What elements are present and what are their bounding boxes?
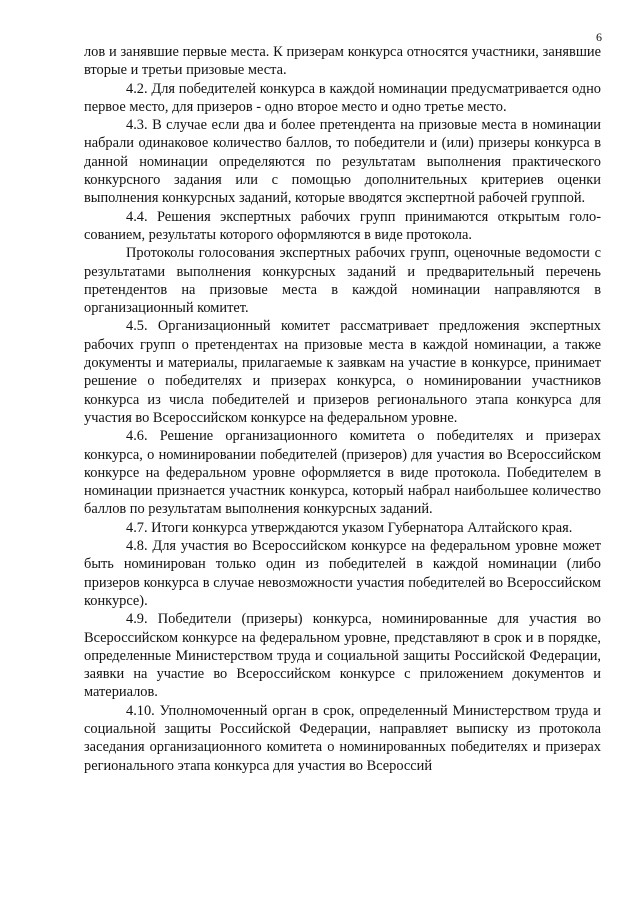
paragraph-protocols: Протоколы голосования экспертных рабочих групп, оценочные ведомости с результатами выполнения конкурсных заданий и предварительный перечень претендентов на призовые места в каждой номинации направляются в организационный комитет. [84,245,601,317]
paragraph-continuation: лов и занявшие первые места. К призерам конкурса относятся участники, занявшие вторые и третьи призовые места. [84,44,601,79]
paragraph-4-4: 4.4. Решения экспертных рабочих групп принимаются открытым голосованием, результаты которого оформляются в виде протокола. [84,208,601,243]
document-body [84,43,601,775]
page-number: 6 [596,30,602,44]
paragraph-4-8: 4.8. Для участия во Всероссийском конкурсе на федеральном уровне может быть номинирован только один из победителей в каждой номинации (либо призеров конкурса в случае невозможности участия победителей во Всероссийском конкурсе). [84,538,601,609]
paragraph-4-9: 4.9. Победители (призеры) конкурса, номинированные для участия во Всероссийском конкурсе на федеральном уровне, представляют в срок и в порядке, определенные Министерством труда и социальной защиты Российской Федерации, заявки на участие во Всероссийском конкурсе с приложением документов и материалов. [84,611,601,701]
paragraph-4-5: 4.5. Организационный комитет рассматривает предложения экспертных рабочих групп о претендентах на призовые места в каждой номинации, а также документы и материалы, прилагаемые к заявкам на участие в конкурсе, принимает решение о победителях и призерах конкурса, о номинировании участников конкурса из числа победителей и призеров регионального этапа конкурса для участия во Всероссийском конкурсе на федеральном уровне. [84,318,601,426]
paragraph-4-10: 4.10. Уполномоченный орган в срок, определенный Министерством труда и социальной защиты Российской Федерации, направляет выписку из протокола заседания организационного комитета о номинированных победителях и призерах регионального этапа конкурса для участия во Всероссий [84,702,601,774]
paragraph-4-2: 4.2. Для победителей конкурса в каждой номинации предусматривается одно первое место, для призеров - одно второе место и одно третье место. [84,80,601,115]
paragraph-4-6: 4.6. Решение организационного комитета о победителях и призерах конкурса, о номинировании победителей (призеров) для участия во Всероссийском конкурсе на федеральном уровне оформляется в виде протокола. Победителем в номинации признается участник конкурса, который набрал наибольшее количество баллов по результатам выполнения конкурсных заданий. [84,428,601,518]
paragraph-4-7: 4.7. Итоги конкурса утверждаются указом Губернатора Алтайского края. [126,519,573,536]
paragraph-4-3: 4.3. В случае если два и более претендента на призовые места в номинации набрали одинаковое количество баллов, то победители и (или) призеры конкурса в данной номинации определяются по результатам выполнения практического конкурсного задания или с помощью дополнительных критериев оценки выполнения конкурсных заданий, которые вводятся экспертной рабочей группой. [84,117,601,207]
